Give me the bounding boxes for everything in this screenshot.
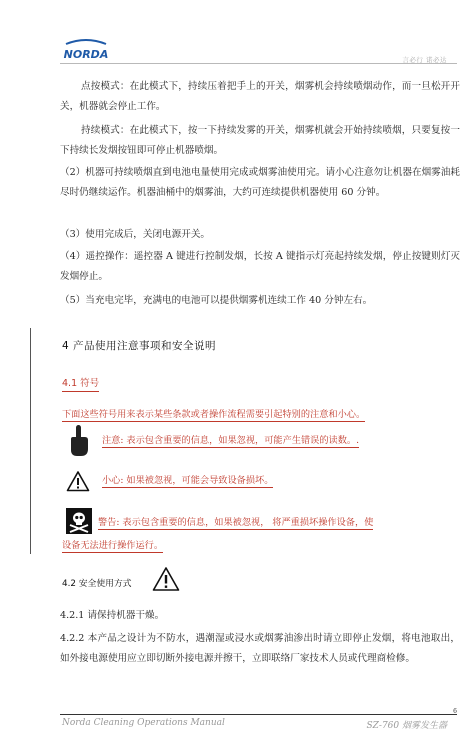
paragraph-item-4: （4）遥控操作：遥控器 A 键进行控制发烟，长按 A 键指示灯亮起持续发烟，停止按键则灯灭发烟停止。 bbox=[60, 251, 460, 282]
warning-triangle-icon bbox=[152, 566, 180, 592]
warning-text-line-2: 设备无法进行操作运行。 bbox=[62, 540, 164, 551]
paragraph-item-3: （3）使用完成后，关闭电源开关。 bbox=[60, 229, 211, 240]
paragraph-item-5: （5）当充电完毕，充满电的电池可以提供烟雾机连续工作 40 分钟左右。 bbox=[60, 295, 373, 306]
pointing-hand-icon bbox=[66, 424, 92, 458]
section-4-title: 4 产品使用注意事项和安全说明 bbox=[62, 340, 217, 352]
footer-divider bbox=[60, 714, 457, 715]
symbols-intro: 下面这些符号用来表示某些条款或者操作流程需要引起特别的注意和小心。 bbox=[62, 409, 366, 420]
norda-logo bbox=[60, 38, 112, 64]
section-4-2-title: 4.2 安全使用方式 bbox=[62, 579, 132, 589]
logo-text: NORDA bbox=[63, 48, 109, 61]
section-4-1-title: 4.1 符号 bbox=[62, 378, 99, 392]
paragraph-tap-mode: 点按模式：在此模式下，持续压着把手上的开关，烟雾机会持续喷烟动作，而一旦松开开关，机器就会停止工作。 bbox=[60, 81, 460, 112]
revision-bar bbox=[30, 328, 31, 554]
caution-text: 小心: 如果被忽视，可能会导致设备损坏。 bbox=[102, 475, 274, 486]
paragraph-4-2-1: 4.2.1 请保持机器干燥。 bbox=[60, 610, 165, 621]
paragraph-continuous-mode: 持续模式：在此模式下，按一下持续发雾的开关，烟雾机就会开始持续喷烟，只要复按一下持续长发烟按钮即可停止机器喷烟。 bbox=[60, 125, 460, 156]
footer-manual-title: Norda Cleaning Operations Manual bbox=[62, 718, 225, 728]
paragraph-item-2: （2）机器可持续喷烟直到电池电量使用完成或烟雾油使用完。请小心注意勿让机器在烟雾油耗尽时仍继续运作。机器油桶中的烟雾油，大约可连续提供机器使用 60 分钟。 bbox=[60, 167, 460, 198]
header-divider bbox=[60, 63, 457, 64]
skull-crossbones-icon bbox=[66, 508, 92, 534]
page-number: 6 bbox=[453, 708, 457, 715]
note-text: 注意: 表示包含重要的信息，如果忽视，可能产生错误的读数。. bbox=[102, 435, 359, 446]
warning-text-line-1: 警告: 表示包含重要的信息，如果被忽视， 将严重损坏操作设备，使 bbox=[98, 517, 374, 528]
header-slogan: 言必行 诺必达 bbox=[402, 56, 447, 64]
warning-triangle-icon bbox=[66, 470, 90, 492]
footer-product-name: SZ-760 烟雾发生器 bbox=[366, 721, 447, 731]
paragraph-4-2-2: 4.2.2 本产品之设计为不防水，遇潮湿或浸水或烟雾油渗出时请立即停止发烟，将电池取出，如外接电源使用应立即切断外接电源并擦干，立即联络厂家技术人员或代理商检修。 bbox=[60, 633, 460, 664]
